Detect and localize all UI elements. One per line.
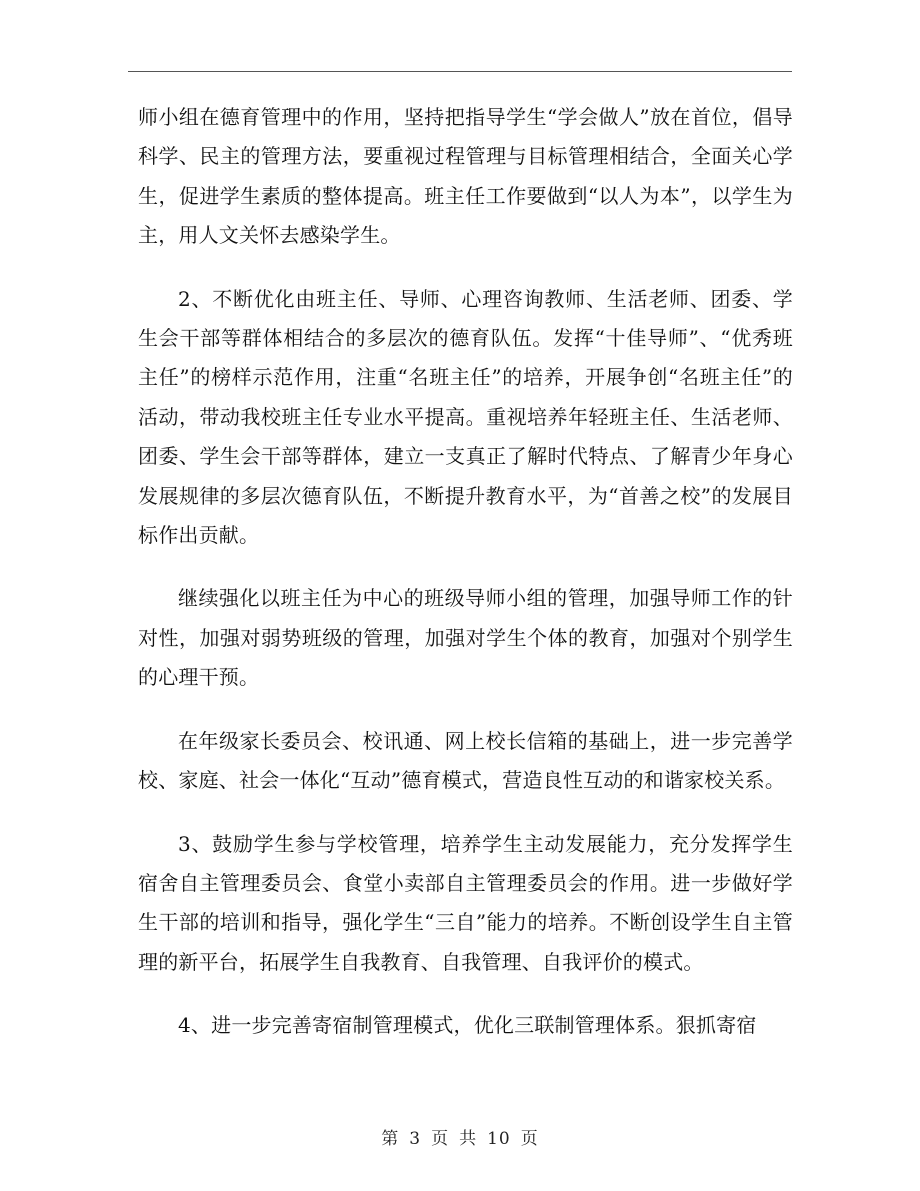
footer-suffix: 页 xyxy=(520,1129,539,1149)
document-body xyxy=(138,98,793,1046)
page-footer xyxy=(0,1124,920,1149)
header-rule xyxy=(128,71,792,72)
footer-total-pages: 10 xyxy=(487,1129,511,1149)
paragraph-item-2: 2、不断优化由班主任、导师、心理咨询教师、生活老师、团委、学生会干部等群体相结合的多层次的德育队伍。发挥“十佳导师”、“优秀班主任”的榜样示范作用，注重“名班主任”的培养，开展争创“名班主任”的活动，带动我校班主任专业水平提高。重视培养年轻班主任、生活老师、团委、学生会干部等群体，建立一支真正了解时代特点、了解青少年身心发展规律的多层次德育队伍，不断提升教育水平，为“首善之校”的发展目标作出贡献。 xyxy=(138,286,793,548)
footer-prefix: 第 xyxy=(381,1129,400,1149)
paragraph-mentor-groups: 继续强化以班主任为中心的班级导师小组的管理，加强导师工作的针对性，加强对弱势班级的管理，加强对学生个体的教育，加强对个别学生的心理干预。 xyxy=(138,586,793,690)
footer-total-word: 共 xyxy=(459,1129,478,1149)
footer-current-page: 3 xyxy=(409,1129,422,1149)
paragraph-home-school: 在年级家长委员会、校讯通、网上校长信箱的基础上，进一步完善学校、家庭、社会一体化“互动”德育模式，营造良性互动的和谐家校关系。 xyxy=(138,728,793,793)
footer-page-word: 页 xyxy=(431,1129,450,1149)
paragraph-item-3: 3、鼓励学生参与学校管理，培养学生主动发展能力，充分发挥学生宿舍自主管理委员会、食堂小卖部自主管理委员会的作用。进一步做好学生干部的培训和指导，强化学生“三自”能力的培养。不断创设学生自主管理的新平台，拓展学生自我教育、自我管理、自我评价的模式。 xyxy=(138,831,793,974)
paragraph-item-4: 4、进一步完善寄宿制管理模式，优化三联制管理体系。狠抓寄宿 xyxy=(178,1013,757,1038)
paragraph-continuation: 师小组在德育管理中的作用，坚持把指导学生“学会做人”放在首位，倡导科学、民主的管理方法，要重视过程管理与目标管理相结合，全面关心学生，促进学生素质的整体提高。班主任工作要做到“以人为本”，以学生为主，用人文关怀去感染学生。 xyxy=(138,105,793,248)
